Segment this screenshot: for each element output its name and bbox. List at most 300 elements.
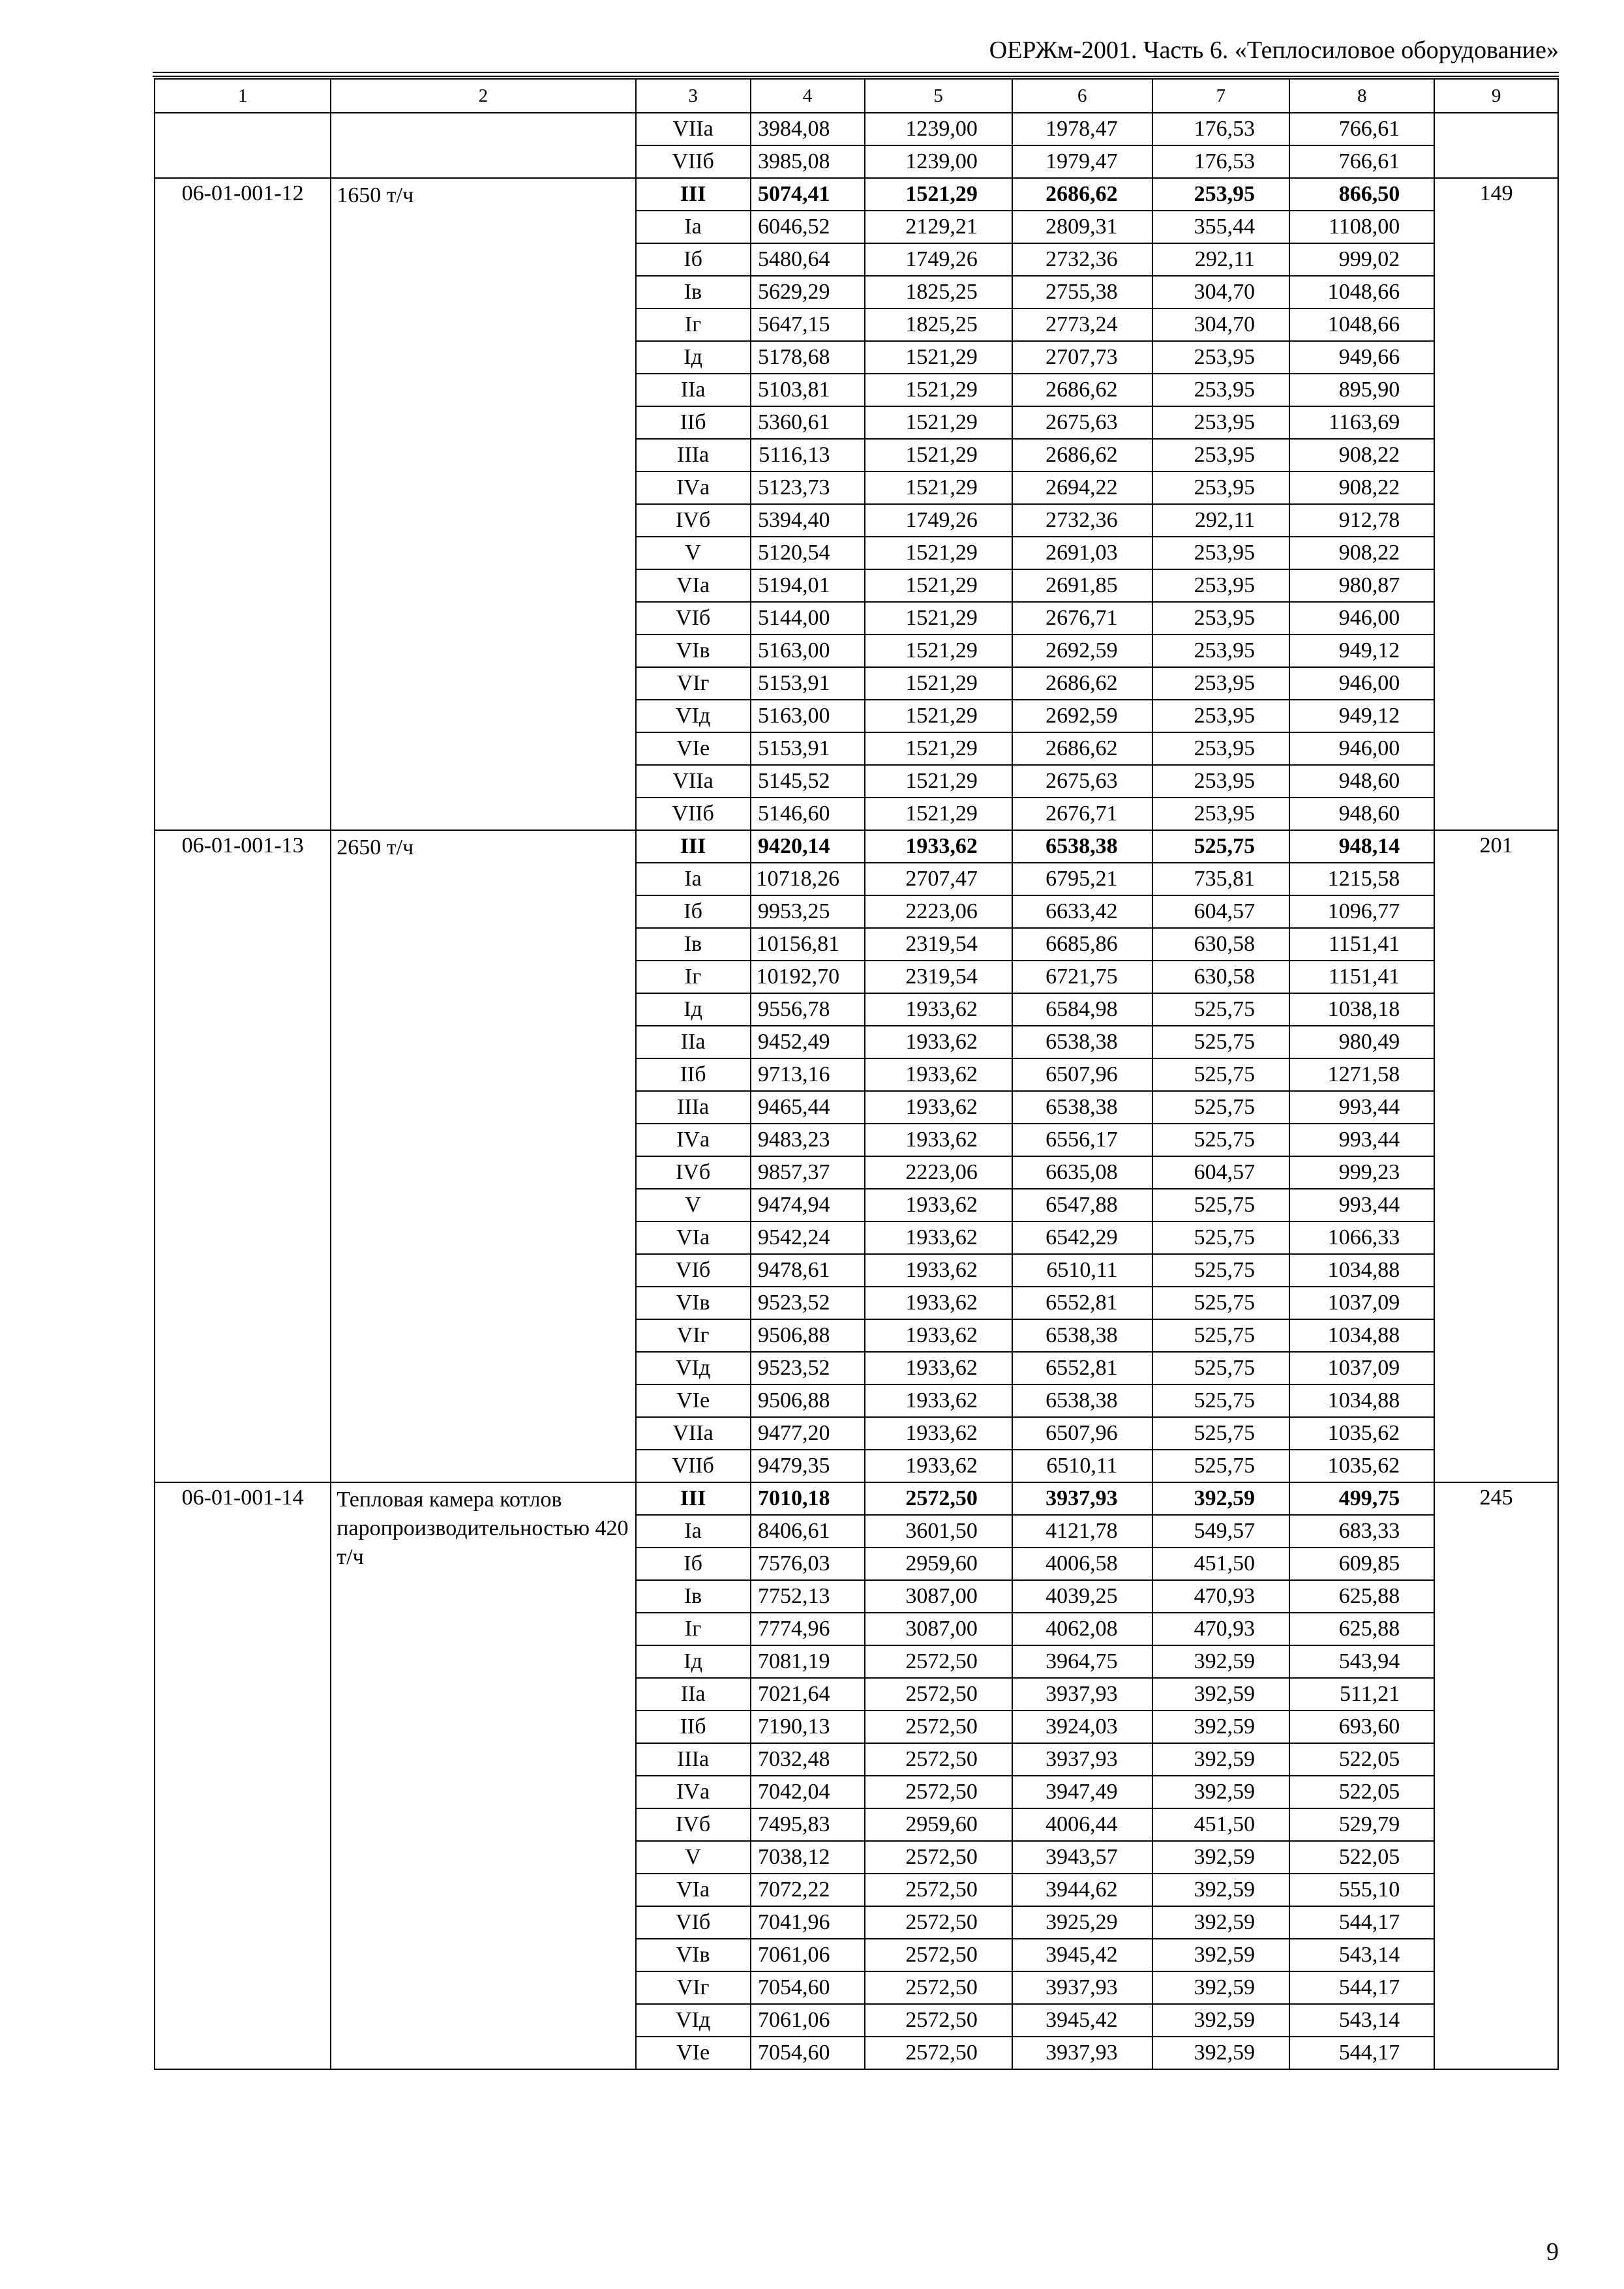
zone-cell: VIе: [636, 732, 751, 765]
total-cost-cell: 3984,08: [751, 113, 865, 145]
rates-table: [154, 78, 1559, 2070]
machine-wages-cell: 392,59: [1152, 1906, 1290, 1939]
zone-cell: VIд: [636, 1352, 751, 1384]
machine-wages-cell: 525,75: [1152, 1352, 1290, 1384]
machines-cell: 3947,49: [1012, 1776, 1152, 1808]
item-name-cell: 1650 т/ч: [331, 178, 635, 830]
zone-cell: Iд: [636, 993, 751, 1026]
materials-cell: 1108,00: [1289, 211, 1434, 243]
total-cost-cell: 9857,37: [751, 1156, 865, 1189]
wages-cell: 1521,29: [865, 537, 1012, 569]
machines-cell: 6542,29: [1012, 1221, 1152, 1254]
machines-cell: 6552,81: [1012, 1287, 1152, 1319]
total-cost-cell: 7190,13: [751, 1711, 865, 1743]
wages-cell: 2959,60: [865, 1548, 1012, 1580]
machines-cell: 6538,38: [1012, 830, 1152, 863]
machines-cell: 2676,71: [1012, 798, 1152, 830]
table-row: [155, 113, 1558, 145]
machines-cell: 3945,42: [1012, 2004, 1152, 2037]
machines-cell: 6795,21: [1012, 863, 1152, 895]
wages-cell: 1933,62: [865, 1352, 1012, 1384]
machines-cell: 4039,25: [1012, 1580, 1152, 1613]
machine-wages-cell: 392,59: [1152, 2037, 1290, 2069]
machines-cell: 2686,62: [1012, 439, 1152, 471]
total-cost-cell: 5647,15: [751, 308, 865, 341]
machine-wages-cell: 630,58: [1152, 928, 1290, 961]
total-cost-cell: 5120,54: [751, 537, 865, 569]
wages-cell: 1933,62: [865, 830, 1012, 863]
total-cost-cell: 9953,25: [751, 895, 865, 928]
machines-cell: 3924,03: [1012, 1711, 1152, 1743]
total-cost-cell: 7010,18: [751, 1482, 865, 1515]
table-row: [155, 1482, 1558, 1515]
machines-cell: 2675,63: [1012, 765, 1152, 798]
total-cost-cell: 7576,03: [751, 1548, 865, 1580]
machines-cell: 6556,17: [1012, 1124, 1152, 1156]
materials-cell: 908,22: [1289, 471, 1434, 504]
zone-cell: Iг: [636, 1613, 751, 1645]
total-cost-cell: 9506,88: [751, 1384, 865, 1417]
machines-cell: 2694,22: [1012, 471, 1152, 504]
materials-cell: 1034,88: [1289, 1384, 1434, 1417]
wages-cell: 1825,25: [865, 308, 1012, 341]
wages-cell: 2129,21: [865, 211, 1012, 243]
machines-cell: 6507,96: [1012, 1417, 1152, 1450]
zone-cell: VIг: [636, 1971, 751, 2004]
machine-wages-cell: 253,95: [1152, 700, 1290, 732]
total-cost-cell: 5163,00: [751, 635, 865, 667]
machines-cell: 1978,47: [1012, 113, 1152, 145]
wages-cell: 1933,62: [865, 1254, 1012, 1287]
materials-cell: 766,61: [1289, 113, 1434, 145]
machines-cell: 6633,42: [1012, 895, 1152, 928]
zone-cell: VIв: [636, 1939, 751, 1971]
machines-cell: 2686,62: [1012, 374, 1152, 406]
machine-wages-cell: 304,70: [1152, 308, 1290, 341]
machine-wages-cell: 525,75: [1152, 1221, 1290, 1254]
wages-cell: 1933,62: [865, 1221, 1012, 1254]
total-cost-cell: 9556,78: [751, 993, 865, 1026]
materials-cell: 1038,18: [1289, 993, 1434, 1026]
machines-cell: 3945,42: [1012, 1939, 1152, 1971]
machines-cell: 4006,58: [1012, 1548, 1152, 1580]
materials-cell: 1271,58: [1289, 1058, 1434, 1091]
machines-cell: 2692,59: [1012, 635, 1152, 667]
total-cost-cell: 10192,70: [751, 961, 865, 993]
machine-wages-cell: 253,95: [1152, 798, 1290, 830]
materials-cell: 999,02: [1289, 243, 1434, 276]
materials-cell: 993,44: [1289, 1124, 1434, 1156]
materials-cell: 1035,62: [1289, 1417, 1434, 1450]
materials-cell: 993,44: [1289, 1091, 1434, 1124]
machines-cell: 2686,62: [1012, 667, 1152, 700]
wages-cell: 2572,50: [865, 1841, 1012, 1874]
machine-wages-cell: 525,75: [1152, 1026, 1290, 1058]
wages-cell: 1749,26: [865, 243, 1012, 276]
zone-cell: IIа: [636, 1678, 751, 1711]
machine-wages-cell: 604,57: [1152, 1156, 1290, 1189]
machines-cell: 1979,47: [1012, 145, 1152, 178]
materials-cell: 912,78: [1289, 504, 1434, 537]
materials-cell: 625,88: [1289, 1613, 1434, 1645]
zone-cell: Iв: [636, 928, 751, 961]
total-cost-cell: 9713,16: [751, 1058, 865, 1091]
zone-cell: V: [636, 1189, 751, 1221]
machines-cell: 6538,38: [1012, 1026, 1152, 1058]
zone-cell: VIа: [636, 1221, 751, 1254]
machines-cell: 6538,38: [1012, 1091, 1152, 1124]
materials-cell: 949,12: [1289, 700, 1434, 732]
materials-cell: 543,14: [1289, 2004, 1434, 2037]
machine-wages-cell: 176,53: [1152, 145, 1290, 178]
machine-wages-cell: 253,95: [1152, 765, 1290, 798]
zone-cell: IVа: [636, 1776, 751, 1808]
machines-cell: 2686,62: [1012, 178, 1152, 211]
machines-cell: 6721,75: [1012, 961, 1152, 993]
materials-cell: 1034,88: [1289, 1254, 1434, 1287]
total-cost-cell: 6046,52: [751, 211, 865, 243]
item-code-cell: 06-01-001-13: [155, 830, 331, 1482]
machine-wages-cell: 304,70: [1152, 276, 1290, 308]
machine-wages-cell: 253,95: [1152, 732, 1290, 765]
total-cost-cell: 9506,88: [751, 1319, 865, 1352]
machine-wages-cell: 525,75: [1152, 1384, 1290, 1417]
machine-wages-cell: 392,59: [1152, 2004, 1290, 2037]
page-number: 9: [1546, 2238, 1559, 2266]
zone-cell: V: [636, 1841, 751, 1874]
zone-cell: IVб: [636, 1808, 751, 1841]
wages-cell: 2223,06: [865, 1156, 1012, 1189]
machine-wages-cell: 525,75: [1152, 1319, 1290, 1352]
total-cost-cell: 9477,20: [751, 1417, 865, 1450]
materials-cell: 866,50: [1289, 178, 1434, 211]
column-number-row: [155, 79, 1558, 113]
machines-cell: 3944,62: [1012, 1874, 1152, 1906]
materials-cell: 999,23: [1289, 1156, 1434, 1189]
wages-cell: 3087,00: [865, 1580, 1012, 1613]
zone-cell: VIв: [636, 635, 751, 667]
materials-cell: 609,85: [1289, 1548, 1434, 1580]
total-cost-cell: 5480,64: [751, 243, 865, 276]
materials-cell: 1151,41: [1289, 928, 1434, 961]
machine-wages-cell: 525,75: [1152, 1091, 1290, 1124]
machine-wages-cell: 525,75: [1152, 1417, 1290, 1450]
materials-cell: 1096,77: [1289, 895, 1434, 928]
wages-cell: 2572,50: [865, 1711, 1012, 1743]
index-cell: [1434, 113, 1558, 178]
materials-cell: 948,14: [1289, 830, 1434, 863]
machine-wages-cell: 451,50: [1152, 1548, 1290, 1580]
wages-cell: 1933,62: [865, 993, 1012, 1026]
zone-cell: VIа: [636, 569, 751, 602]
machines-cell: 2773,24: [1012, 308, 1152, 341]
total-cost-cell: 7021,64: [751, 1678, 865, 1711]
machine-wages-cell: 176,53: [1152, 113, 1290, 145]
machines-cell: 4006,44: [1012, 1808, 1152, 1841]
wages-cell: 2572,50: [865, 1971, 1012, 2004]
machines-cell: 2686,62: [1012, 732, 1152, 765]
zone-cell: III: [636, 1482, 751, 1515]
total-cost-cell: 7061,06: [751, 2004, 865, 2037]
document-header: ОЕРЖм-2001. Часть 6. «Теплосиловое оборудование»: [989, 37, 1559, 64]
machines-cell: 6510,11: [1012, 1254, 1152, 1287]
column-header: 1: [155, 79, 331, 113]
total-cost-cell: 5074,41: [751, 178, 865, 211]
item-code-cell: 06-01-001-14: [155, 1482, 331, 2069]
machines-cell: 4062,08: [1012, 1613, 1152, 1645]
total-cost-cell: 7042,04: [751, 1776, 865, 1808]
machine-wages-cell: 470,93: [1152, 1580, 1290, 1613]
zone-cell: IVа: [636, 471, 751, 504]
total-cost-cell: 5144,00: [751, 602, 865, 635]
machines-cell: 6552,81: [1012, 1352, 1152, 1384]
zone-cell: VIд: [636, 700, 751, 732]
wages-cell: 2707,47: [865, 863, 1012, 895]
wages-cell: 2223,06: [865, 895, 1012, 928]
materials-cell: 544,17: [1289, 1906, 1434, 1939]
wages-cell: 1521,29: [865, 635, 1012, 667]
index-cell: 201: [1434, 830, 1558, 1482]
total-cost-cell: 7041,96: [751, 1906, 865, 1939]
wages-cell: 1933,62: [865, 1384, 1012, 1417]
column-header: 2: [331, 79, 635, 113]
materials-cell: 908,22: [1289, 537, 1434, 569]
zone-cell: Iб: [636, 895, 751, 928]
machine-wages-cell: 470,93: [1152, 1613, 1290, 1645]
machines-cell: 4121,78: [1012, 1515, 1152, 1548]
total-cost-cell: 9479,35: [751, 1450, 865, 1482]
wages-cell: 1521,29: [865, 374, 1012, 406]
wages-cell: 2572,50: [865, 1906, 1012, 1939]
machines-cell: 2732,36: [1012, 504, 1152, 537]
materials-cell: 1037,09: [1289, 1352, 1434, 1384]
machine-wages-cell: 253,95: [1152, 439, 1290, 471]
materials-cell: 693,60: [1289, 1711, 1434, 1743]
machines-cell: 2755,38: [1012, 276, 1152, 308]
wages-cell: 1933,62: [865, 1058, 1012, 1091]
machines-cell: 6635,08: [1012, 1156, 1152, 1189]
machine-wages-cell: 525,75: [1152, 1450, 1290, 1482]
wages-cell: 1933,62: [865, 1287, 1012, 1319]
zone-cell: IIа: [636, 1026, 751, 1058]
total-cost-cell: 5629,29: [751, 276, 865, 308]
machines-cell: 3925,29: [1012, 1906, 1152, 1939]
total-cost-cell: 9465,44: [751, 1091, 865, 1124]
materials-cell: 543,14: [1289, 1939, 1434, 1971]
column-header: 7: [1152, 79, 1290, 113]
wages-cell: 1749,26: [865, 504, 1012, 537]
wages-cell: 2572,50: [865, 1645, 1012, 1678]
materials-cell: 499,75: [1289, 1482, 1434, 1515]
zone-cell: IIIа: [636, 439, 751, 471]
materials-cell: 543,94: [1289, 1645, 1434, 1678]
materials-cell: 908,22: [1289, 439, 1434, 471]
materials-cell: 1037,09: [1289, 1287, 1434, 1319]
zone-cell: VIд: [636, 2004, 751, 2037]
header-rule: [153, 76, 1559, 77]
machines-cell: 6507,96: [1012, 1058, 1152, 1091]
materials-cell: 1048,66: [1289, 308, 1434, 341]
wages-cell: 1521,29: [865, 667, 1012, 700]
machine-wages-cell: 392,59: [1152, 1971, 1290, 2004]
wages-cell: 1933,62: [865, 1124, 1012, 1156]
materials-cell: 980,49: [1289, 1026, 1434, 1058]
wages-cell: 1521,29: [865, 732, 1012, 765]
total-cost-cell: 7072,22: [751, 1874, 865, 1906]
zone-cell: IIб: [636, 1711, 751, 1743]
machine-wages-cell: 392,59: [1152, 1776, 1290, 1808]
zone-cell: III: [636, 178, 751, 211]
materials-cell: 683,33: [1289, 1515, 1434, 1548]
zone-cell: Iг: [636, 961, 751, 993]
machines-cell: 2676,71: [1012, 602, 1152, 635]
total-cost-cell: 10718,26: [751, 863, 865, 895]
machine-wages-cell: 253,95: [1152, 471, 1290, 504]
materials-cell: 948,60: [1289, 798, 1434, 830]
zone-cell: VIб: [636, 602, 751, 635]
item-name-cell: [331, 113, 635, 178]
total-cost-cell: 7495,83: [751, 1808, 865, 1841]
zone-cell: IVб: [636, 504, 751, 537]
total-cost-cell: 5163,00: [751, 700, 865, 732]
item-code-cell: [155, 113, 331, 178]
wages-cell: 1825,25: [865, 276, 1012, 308]
materials-cell: 625,88: [1289, 1580, 1434, 1613]
materials-cell: 1215,58: [1289, 863, 1434, 895]
machines-cell: 6584,98: [1012, 993, 1152, 1026]
zone-cell: IIIа: [636, 1091, 751, 1124]
zone-cell: IIIа: [636, 1743, 751, 1776]
machine-wages-cell: 392,59: [1152, 1874, 1290, 1906]
wages-cell: 2319,54: [865, 928, 1012, 961]
machine-wages-cell: 355,44: [1152, 211, 1290, 243]
zone-cell: IIб: [636, 1058, 751, 1091]
wages-cell: 1521,29: [865, 602, 1012, 635]
machine-wages-cell: 630,58: [1152, 961, 1290, 993]
zone-cell: IIб: [636, 406, 751, 439]
machine-wages-cell: 292,11: [1152, 504, 1290, 537]
machines-cell: 3937,93: [1012, 2037, 1152, 2069]
machine-wages-cell: 525,75: [1152, 1124, 1290, 1156]
machine-wages-cell: 253,95: [1152, 537, 1290, 569]
total-cost-cell: 9523,52: [751, 1352, 865, 1384]
wages-cell: 1933,62: [865, 1189, 1012, 1221]
machine-wages-cell: 292,11: [1152, 243, 1290, 276]
machine-wages-cell: 525,75: [1152, 1254, 1290, 1287]
materials-cell: 544,17: [1289, 2037, 1434, 2069]
wages-cell: 1521,29: [865, 406, 1012, 439]
wages-cell: 1933,62: [865, 1450, 1012, 1482]
wages-cell: 2572,50: [865, 1743, 1012, 1776]
zone-cell: Iа: [636, 863, 751, 895]
machine-wages-cell: 549,57: [1152, 1515, 1290, 1548]
wages-cell: 2572,50: [865, 1776, 1012, 1808]
machines-cell: 6547,88: [1012, 1189, 1152, 1221]
zone-cell: VIIб: [636, 145, 751, 178]
materials-cell: 946,00: [1289, 602, 1434, 635]
machines-cell: 2675,63: [1012, 406, 1152, 439]
materials-cell: 948,60: [1289, 765, 1434, 798]
total-cost-cell: 5103,81: [751, 374, 865, 406]
materials-cell: 895,90: [1289, 374, 1434, 406]
column-header: 5: [865, 79, 1012, 113]
total-cost-cell: 9542,24: [751, 1221, 865, 1254]
machine-wages-cell: 253,95: [1152, 406, 1290, 439]
wages-cell: 1521,29: [865, 798, 1012, 830]
machines-cell: 2707,73: [1012, 341, 1152, 374]
total-cost-cell: 5146,60: [751, 798, 865, 830]
zone-cell: Iа: [636, 1515, 751, 1548]
zone-cell: VIIа: [636, 113, 751, 145]
total-cost-cell: 7038,12: [751, 1841, 865, 1874]
wages-cell: 2959,60: [865, 1808, 1012, 1841]
machine-wages-cell: 392,59: [1152, 1841, 1290, 1874]
machines-cell: 6685,86: [1012, 928, 1152, 961]
zone-cell: Iа: [636, 211, 751, 243]
wages-cell: 3601,50: [865, 1515, 1012, 1548]
zone-cell: VIа: [636, 1874, 751, 1906]
materials-cell: 946,00: [1289, 732, 1434, 765]
machines-cell: 3964,75: [1012, 1645, 1152, 1678]
machine-wages-cell: 392,59: [1152, 1711, 1290, 1743]
machine-wages-cell: 253,95: [1152, 635, 1290, 667]
total-cost-cell: 9420,14: [751, 830, 865, 863]
materials-cell: 1163,69: [1289, 406, 1434, 439]
machine-wages-cell: 525,75: [1152, 830, 1290, 863]
item-code-cell: 06-01-001-12: [155, 178, 331, 830]
zone-cell: Iд: [636, 341, 751, 374]
index-cell: 245: [1434, 1482, 1558, 2069]
table-row: [155, 178, 1558, 211]
wages-cell: 2572,50: [865, 1482, 1012, 1515]
index-cell: 149: [1434, 178, 1558, 830]
wages-cell: 1933,62: [865, 1417, 1012, 1450]
zone-cell: VIг: [636, 667, 751, 700]
machines-cell: 3937,93: [1012, 1678, 1152, 1711]
zone-cell: VIе: [636, 2037, 751, 2069]
materials-cell: 522,05: [1289, 1776, 1434, 1808]
materials-cell: 1066,33: [1289, 1221, 1434, 1254]
machine-wages-cell: 253,95: [1152, 569, 1290, 602]
machine-wages-cell: 525,75: [1152, 1287, 1290, 1319]
wages-cell: 1521,29: [865, 700, 1012, 732]
zone-cell: VIб: [636, 1254, 751, 1287]
machine-wages-cell: 525,75: [1152, 1189, 1290, 1221]
machine-wages-cell: 525,75: [1152, 1058, 1290, 1091]
machine-wages-cell: 253,95: [1152, 667, 1290, 700]
total-cost-cell: 5153,91: [751, 732, 865, 765]
materials-cell: 946,00: [1289, 667, 1434, 700]
materials-cell: 949,66: [1289, 341, 1434, 374]
total-cost-cell: 8406,61: [751, 1515, 865, 1548]
wages-cell: 3087,00: [865, 1613, 1012, 1645]
wages-cell: 2572,50: [865, 2004, 1012, 2037]
wages-cell: 1521,29: [865, 439, 1012, 471]
machine-wages-cell: 253,95: [1152, 374, 1290, 406]
machines-cell: 6510,11: [1012, 1450, 1152, 1482]
zone-cell: Iб: [636, 1548, 751, 1580]
machine-wages-cell: 392,59: [1152, 1939, 1290, 1971]
total-cost-cell: 7054,60: [751, 1971, 865, 2004]
wages-cell: 1521,29: [865, 569, 1012, 602]
wages-cell: 2572,50: [865, 1678, 1012, 1711]
column-header: 6: [1012, 79, 1152, 113]
wages-cell: 1521,29: [865, 471, 1012, 504]
machines-cell: 2809,31: [1012, 211, 1152, 243]
materials-cell: 544,17: [1289, 1971, 1434, 2004]
zone-cell: V: [636, 537, 751, 569]
table-row: [155, 830, 1558, 863]
